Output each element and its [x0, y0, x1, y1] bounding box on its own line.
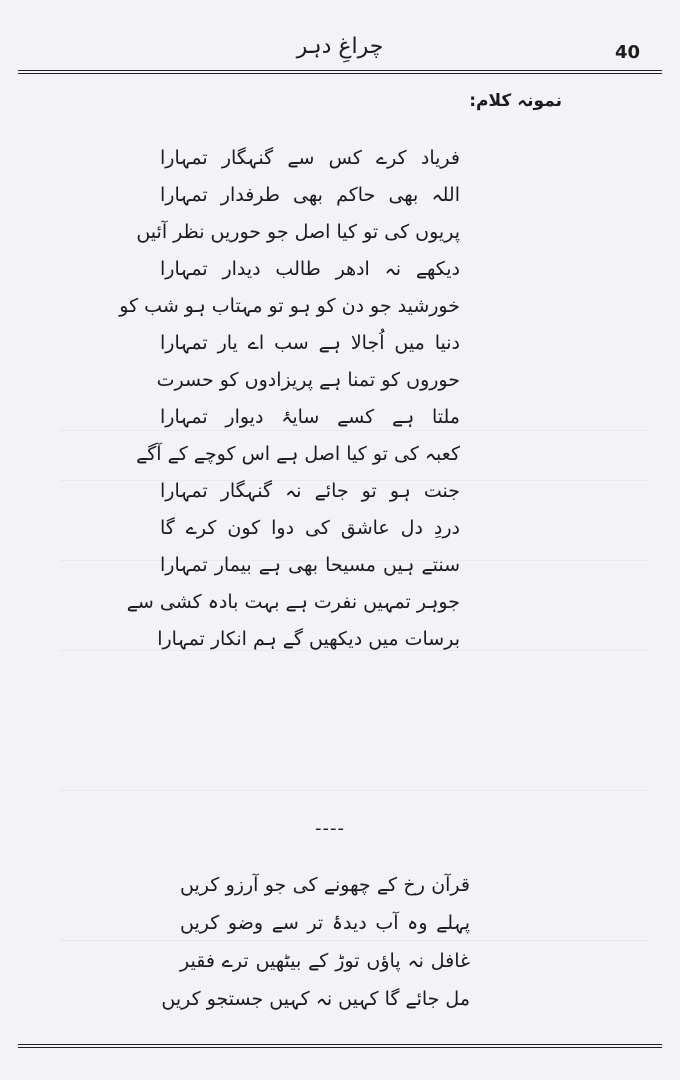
verse-line: ملتا ہے کسے سایۂ دیوار تمہارا [160, 406, 460, 428]
verse-line: غافل نہ پاؤں توڑ کے بیٹھیں ترے فقیر [180, 950, 470, 972]
verse-line: خورشید جو دن کو ہو تو مہتاب ہو شب کو [119, 295, 460, 317]
poem-ghazal-1 [119, 140, 460, 658]
page-number: 40 [614, 42, 640, 63]
verse-line: دنیا میں اُجالا ہے سب اے یار تمہارا [160, 332, 460, 354]
poem-ghazal-2 [161, 866, 470, 1018]
running-title: چراغِ دہر [296, 34, 384, 59]
verse-line: برسات میں دیکھیں گے ہم انکار تمہارا [157, 628, 460, 650]
page-header [18, 28, 662, 72]
verse-line: پریوں کی تو کیا اصل جو حوریں نظر آئیں [136, 221, 460, 243]
verse-line: اللہ بھی حاکم بھی طرفدار تمہارا [160, 184, 460, 206]
verse-line: جنت ہو تو جائے نہ گنہگار تمہارا [160, 480, 460, 502]
verse-line: دیکھے نہ ادھر طالب دیدار تمہارا [160, 258, 460, 280]
verse-line: مل جائے گا کہیں نہ کہیں جستجو کریں [161, 988, 470, 1010]
section-heading: نمونہ کلام: [469, 91, 562, 111]
section-separator: ---- [315, 818, 345, 839]
verse-line: قرآن رخ کے چھونے کی جو آرزو کریں [180, 874, 470, 896]
verse-line: حوروں کو تمنا ہے پریزادوں کو حسرت [156, 369, 460, 391]
show-through-texture [60, 790, 650, 801]
verse-line: پہلے وہ آب دیدۂ تر سے وضو کریں [180, 912, 470, 934]
verse-line: دردِ دل عاشق کی دوا کون کرے گا [160, 517, 460, 539]
header-rule [18, 70, 662, 74]
verse-line: جوہر تمہیں نفرت ہے بہت بادہ کشی سے [126, 591, 460, 613]
verse-line: سنتے ہیں مسیحا بھی ہے بیمار تمہارا [160, 554, 460, 576]
verse-line: فریاد کرے کس سے گنہگار تمہارا [160, 147, 460, 169]
verse-line: کعبہ کی تو کیا اصل ہے اس کوچے کے آگے [136, 443, 460, 465]
footer-rule [18, 1044, 662, 1048]
